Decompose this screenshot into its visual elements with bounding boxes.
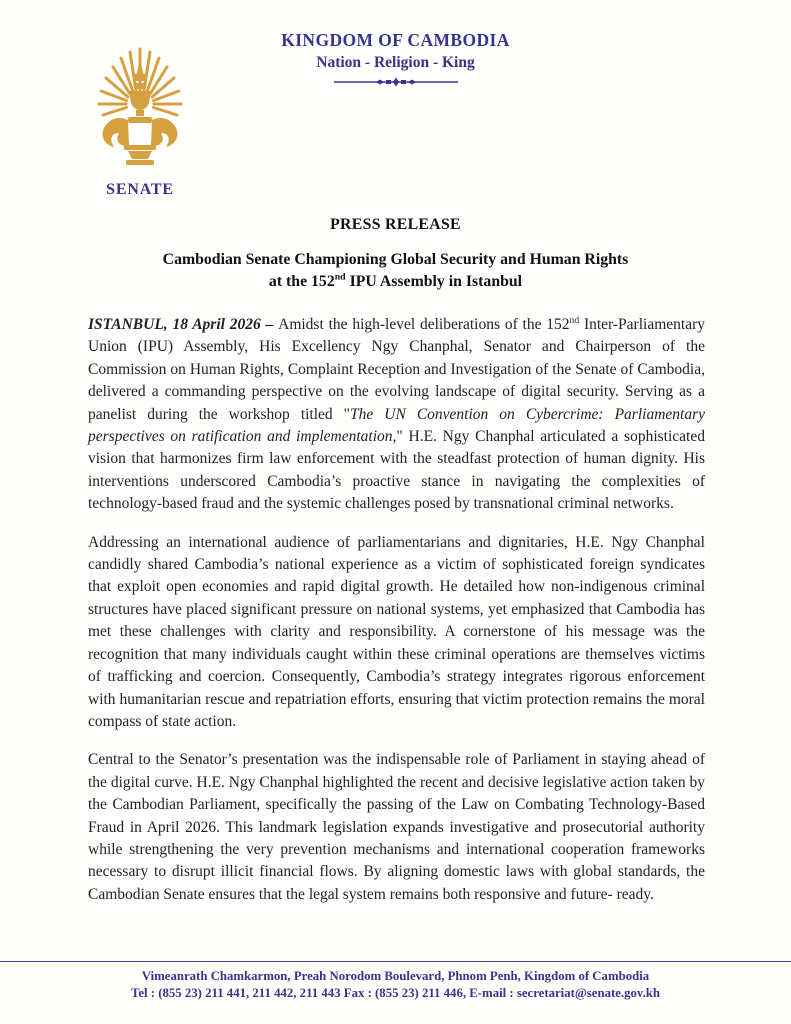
workshop-title-quote: The UN Convention on Cybercrime: Parliamentary perspectives on ratification and implementation,	[88, 405, 705, 446]
letterhead	[0, 30, 791, 93]
kingdom-title: KINGDOM OF CAMBODIA	[281, 30, 510, 50]
footer-address: Vimeanrath Chamkarmon, Preah Norodom Boulevard, Phnom Penh, Kingdom of Cambodia	[141, 969, 650, 983]
footer-contact: Tel : (855 23) 211 441, 211 442, 211 443 Fax : (855 23) 211 446, E-mail : secretariat@senate.gov.kh	[130, 986, 661, 1000]
paragraph1-superscript: nd	[569, 314, 580, 326]
document-footer	[0, 961, 791, 1002]
document-title	[60, 249, 731, 293]
document-title-line2	[60, 271, 731, 293]
dateline: ISTANBUL, 18 April 2026 –	[88, 316, 279, 333]
document-title-line1: Cambodian Senate Championing Global Security and Human Rights	[162, 251, 629, 268]
body-paragraph-1	[88, 314, 705, 516]
paragraph1-text-c: " H.E. Ngy Chanphal articulated a sophisticated vision that harmonizes firm law enforcement with the steadfast protection of human dignity. His interventions underscored Cambodia’s proactive stance in navigating the complexities of technology-based fraud and the systemic challenges posed by transnational criminal networks.	[88, 428, 705, 513]
paragraph1-text-a: Amidst the high-level deliberations of the 152	[278, 316, 570, 333]
body-paragraph-3: Central to the Senator’s presentation was the indispensable role of Parliament in staying ahead of the digital curve. H.E. Ngy Chanphal highlighted the recent and decisive legislative action taken by the Cambodian Parliament, specifically the passing of the Law on Combating Technology-Based Fraud in April 2026. This landmark legislation expands investigative and prosecutorial authority while strengthening the very prevention mechanisms and international cooperation frameworks necessary to disrupt illicit financial flows. By aligning domestic laws with global standards, the Cambodian Senate ensures that the legal system remains both responsive and future- ready.	[88, 751, 705, 903]
document-title-line2-pre: at the 152	[268, 273, 335, 290]
ornamental-divider-icon	[334, 76, 458, 88]
document-title-line2-sup: nd	[334, 271, 346, 283]
paragraph1-text-b: Inter-Parliamentary Union (IPU) Assembly, His Excellency Ngy Chanphal, Senator and Chairperson of the Commission on Human Rights, Complaint Reception and Investigation of the Senate of Cambodia, delivered a commanding perspective on the evolving landscape of digital security. Serving as a panelist during the workshop titled "	[88, 316, 705, 423]
senate-label: SENATE	[106, 181, 174, 198]
press-release-heading: PRESS RELEASE	[330, 216, 461, 233]
document-body	[88, 314, 705, 922]
document-title-line2-post: IPU Assembly in Istanbul	[345, 273, 523, 290]
body-paragraph-2: Addressing an international audience of parliamentarians and dignitaries, H.E. Ngy Chanphal candidly shared Cambodia’s national experience as a victim of sophisticated foreign syndicates that exploit open economies and rapid digital growth. He detailed how non-indigenous criminal structures have placed significant pressure on national systems, yet emphasized that Cambodia has met these challenges with clarity and responsibility. A cornerstone of his message was the recognition that many individuals caught within these criminal operations are themselves victims of trafficking and coercion. Consequently, Cambodia’s strategy integrates rigorous enforcement with humanitarian rescue and repatriation efforts, ensuring that victim protection remains the moral compass of state action.	[88, 533, 705, 730]
national-motto: Nation - Religion - King	[316, 54, 475, 71]
